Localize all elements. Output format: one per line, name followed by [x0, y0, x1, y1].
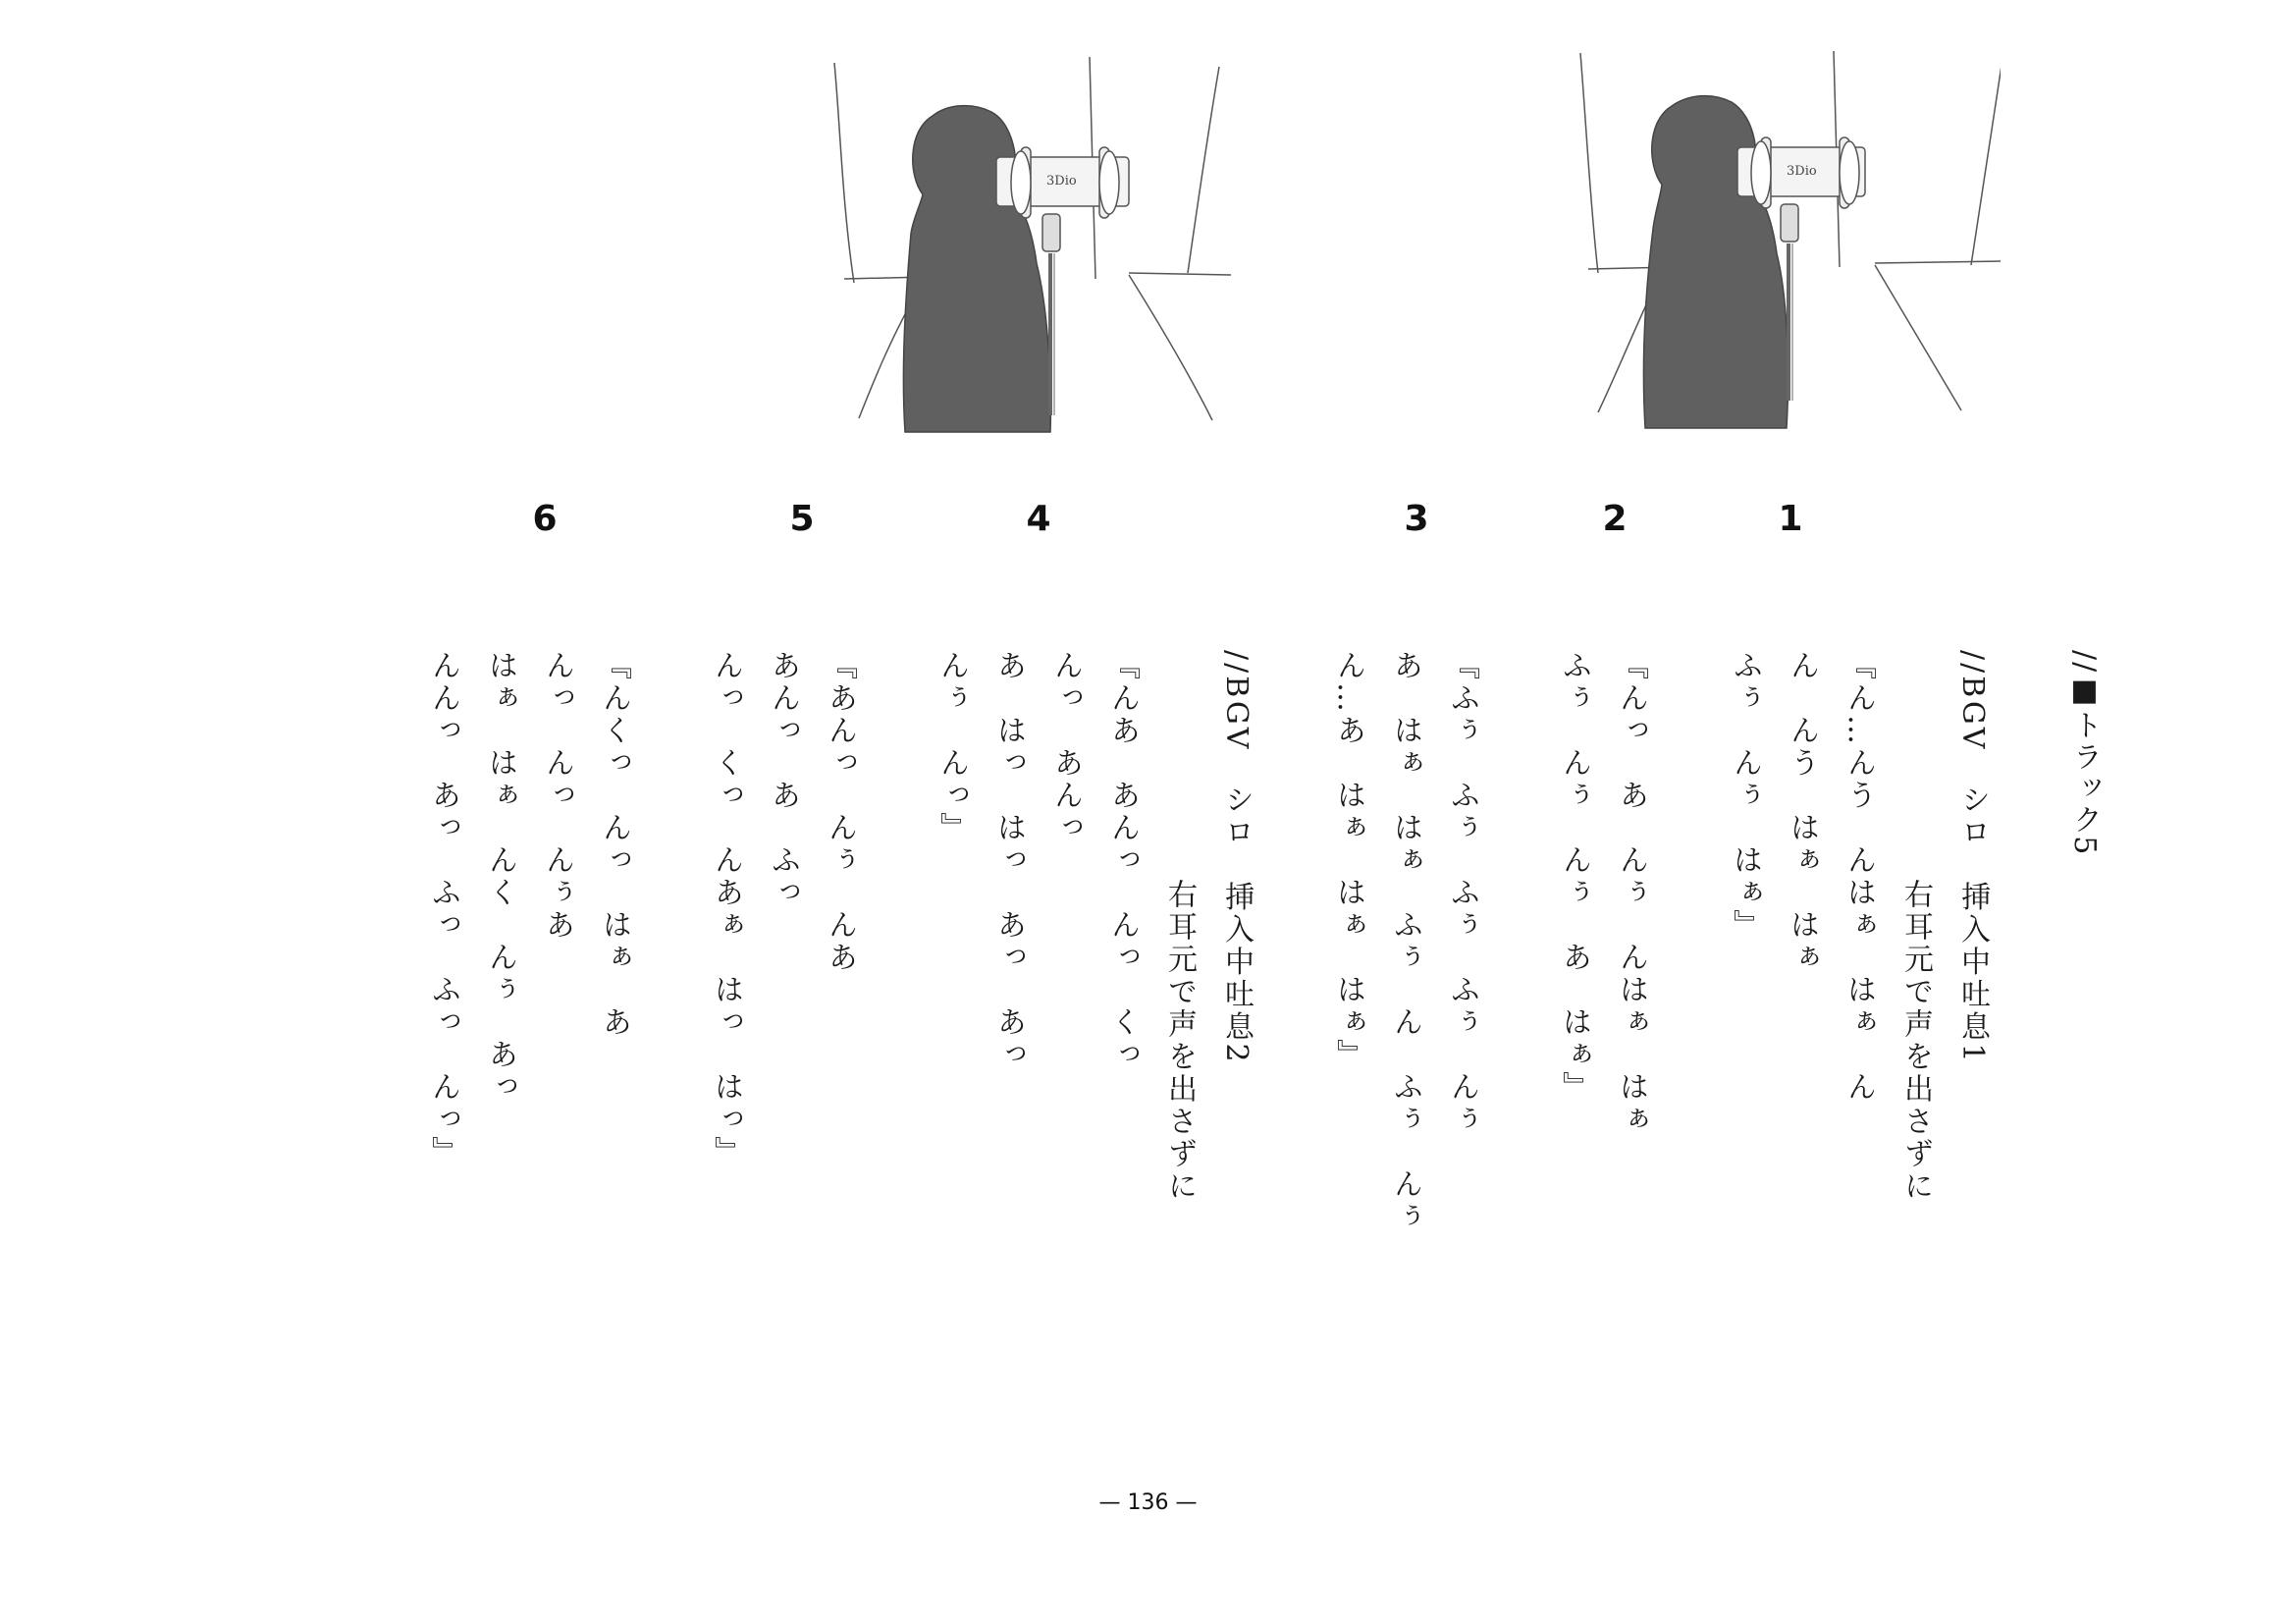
position-number: 3 [1404, 499, 1429, 539]
position-number: 4 [1026, 499, 1051, 539]
script-line: 『んっ あ んぅ んはぁ はぁ [1614, 650, 1648, 1136]
recording-illustration-right [1569, 47, 2001, 450]
script-direction: //BGV シロ 挿入中吐息2 [1219, 650, 1254, 1065]
script-line: 『あんっ んぅ んあ [823, 650, 857, 974]
mic-label: 3Dio [1046, 174, 1077, 189]
position-number: 6 [532, 499, 558, 539]
script-line: んぅ んっ』 [934, 650, 969, 844]
script-line: 『んあ あんっ んっ くっ [1105, 650, 1140, 1071]
script-direction: //BGV シロ 挿入中吐息1 [1955, 650, 1990, 1065]
script-line: ふぅ んぅ んぅ あ はぁ』 [1557, 650, 1591, 1104]
mic-label: 3Dio [1787, 164, 1817, 179]
track-heading: //■トラック5 [2067, 650, 2102, 857]
position-number: 2 [1602, 499, 1628, 539]
script-line: あ はっ はっ あっ あっ [991, 650, 1026, 1071]
script-line: んっ あんっ [1048, 650, 1083, 844]
position-number: 1 [1778, 499, 1803, 539]
script-line: んっ くっ んあぁ はっ はっ』 [709, 650, 743, 1168]
script-line: ん んう はぁ はぁ [1785, 650, 1819, 974]
script-line: 『んくっ んっ はぁ あ [597, 650, 631, 1039]
script-line: 『ふぅ ふぅ ふぅ ふぅ んぅ [1445, 650, 1479, 1136]
script-line: ん…あ はぁ はぁ はぁ』 [1331, 650, 1365, 1071]
script-line: はぁ はぁ んく んぅ あっ [483, 650, 517, 1104]
script-line: 『ん…んう んはぁ はぁ ん [1842, 650, 1876, 1104]
script-direction: 右耳元で声を出さずに [1162, 879, 1197, 1203]
script-line: あんっ あ ふっ [766, 650, 800, 909]
script-line: あ はぁ はぁ ふぅ ん ふぅ んぅ [1388, 650, 1422, 1233]
script-direction: 右耳元で声を出さずに [1898, 879, 1933, 1203]
script-line: んっ んっ んぅあ [540, 650, 574, 942]
script-line: ふぅ んぅ はぁ』 [1728, 650, 1762, 942]
recording-illustration-left [815, 47, 1247, 450]
script-line: んんっ あっ ふっ ふっ んっ』 [426, 650, 460, 1168]
position-number: 5 [789, 499, 815, 539]
page-number: — 136 — [1098, 1490, 1198, 1515]
